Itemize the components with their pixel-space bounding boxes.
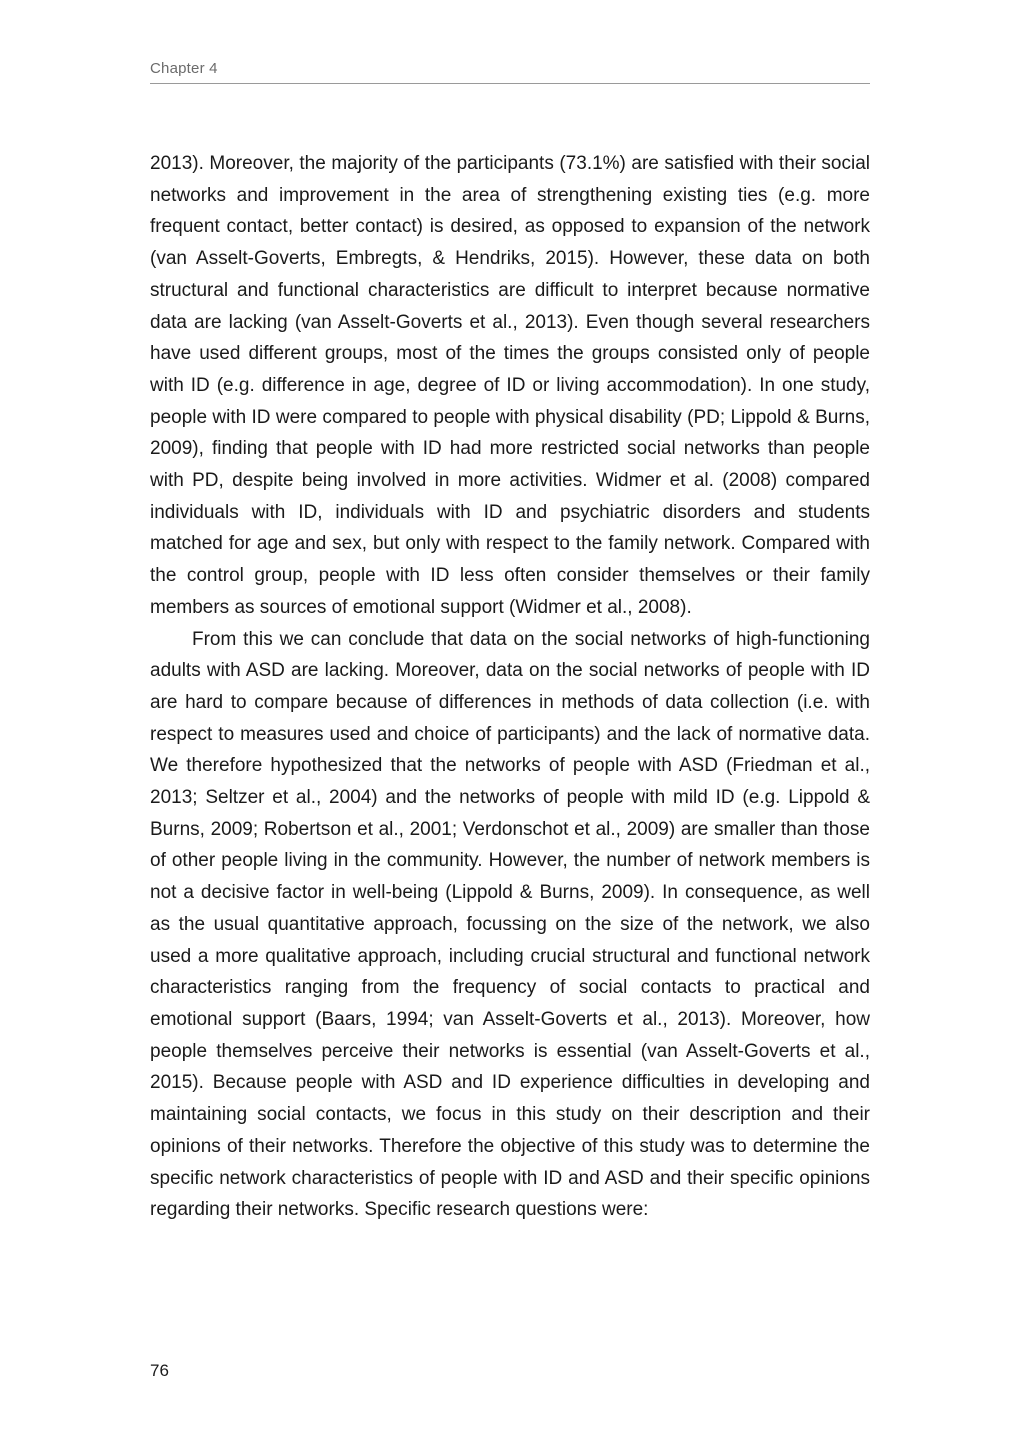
body-text (150, 148, 870, 1226)
running-header (150, 60, 870, 84)
paragraph-1: 2013). Moreover, the majority of the participants (73.1%) are satisfied with their social networks and improvement in the area of strengthening existing ties (e.g. more frequent contact, better contact) is desired, as opposed to expansion of the network (van Asselt-Goverts, Embregts, & Hendriks, 2015). However, these data on both structural and functional characteristics are difficult to interpret because normative data are lacking (van Asselt-Goverts et al., 2013). Even though several researchers have used different groups, most of the times the groups consisted only of people with ID (e.g. difference in age, degree of ID or living accommodation). In one study, people with ID were compared to people with physical disability (PD; Lippold & Burns, 2009), finding that people with ID had more restricted social networks than people with PD, despite being involved in more activities. Widmer et al. (2008) compared individuals with ID, individuals with ID and psychiatric disorders and students matched for age and sex, but only with respect to the family network. Compared with the control group, people with ID less often consider themselves or their family members as sources of emotional support (Widmer et al., 2008). (150, 153, 870, 618)
page-number: 76 (150, 1361, 169, 1380)
chapter-title: Chapter 4 (150, 60, 218, 77)
paragraph-2: From this we can conclude that data on the social networks of high-functioning adults with ASD are lacking. Moreover, data on the social networks of people with ID are hard to compare because of differences in methods of data collection (i.e. with respect to measures used and choice of participants) and the lack of normative data. We therefore hypothesized that the networks of people with ASD (Friedman et al., 2013; Seltzer et al., 2004) and the networks of people with mild ID (e.g. Lippold & Burns, 2009; Robertson et al., 2001; Verdonschot et al., 2009) are smaller than those of other people living in the community. However, the number of network members is not a decisive factor in well-being (Lippold & Burns, 2009). In consequence, as well as the usual quantitative approach, focussing on the size of the network, we also used a more qualitative approach, including crucial structural and functional network characteristics ranging from the frequency of social contacts to practical and emotional support (Baars, 1994; van Asselt-Goverts et al., 2013). Moreover, how people themselves perceive their networks is essential (van Asselt-Goverts et al., 2015). Because people with ASD and ID experience difficulties in developing and maintaining social contacts, we focus in this study on their description and their opinions of their networks. Therefore the objective of this study was to determine the specific network characteristics of people with ID and ASD and their specific opinions regarding their networks. Specific research questions were: (150, 628, 870, 1221)
